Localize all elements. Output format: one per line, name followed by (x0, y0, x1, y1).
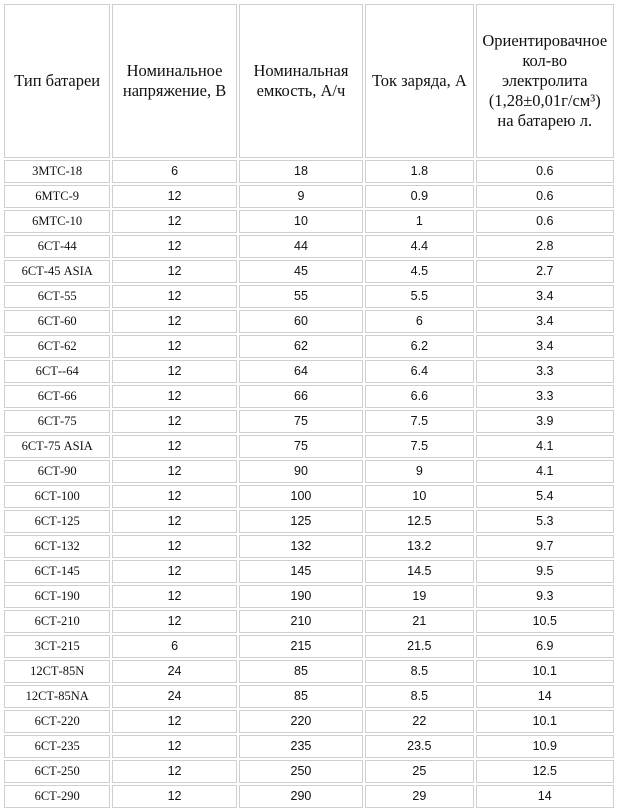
cell-nominal-capacity: 85 (239, 660, 363, 683)
table-row (4, 685, 614, 708)
cell-charge-current: 21.5 (365, 635, 473, 658)
cell-battery-type: 12СТ-85N (4, 660, 110, 683)
cell-electrolyte-volume: 3.4 (476, 335, 614, 358)
cell-battery-type: 6СТ-250 (4, 760, 110, 783)
header-battery-type: Тип батареи (4, 4, 110, 158)
cell-charge-current: 12.5 (365, 510, 473, 533)
table-row (4, 310, 614, 333)
cell-charge-current: 6.2 (365, 335, 473, 358)
cell-electrolyte-volume: 0.6 (476, 210, 614, 233)
cell-nominal-capacity: 90 (239, 460, 363, 483)
cell-battery-type: 6СТ-55 (4, 285, 110, 308)
cell-nominal-capacity: 55 (239, 285, 363, 308)
cell-electrolyte-volume: 14 (476, 685, 614, 708)
cell-electrolyte-volume: 3.3 (476, 385, 614, 408)
cell-nominal-capacity: 235 (239, 735, 363, 758)
cell-charge-current: 6 (365, 310, 473, 333)
cell-charge-current: 4.5 (365, 260, 473, 283)
cell-nominal-voltage: 12 (112, 260, 236, 283)
table-row (4, 410, 614, 433)
cell-nominal-voltage: 12 (112, 410, 236, 433)
cell-nominal-capacity: 85 (239, 685, 363, 708)
cell-battery-type: 6СТ-44 (4, 235, 110, 258)
header-nominal-capacity: Номинальная емкость, А/ч (239, 4, 363, 158)
table-row (4, 160, 614, 183)
header-nominal-voltage: Номинальное напряжение, В (112, 4, 236, 158)
header-row (4, 4, 614, 158)
cell-charge-current: 8.5 (365, 660, 473, 683)
cell-battery-type: 6СТ-220 (4, 710, 110, 733)
cell-charge-current: 14.5 (365, 560, 473, 583)
cell-nominal-voltage: 12 (112, 785, 236, 808)
cell-charge-current: 6.4 (365, 360, 473, 383)
cell-battery-type: 6СТ-190 (4, 585, 110, 608)
cell-nominal-voltage: 12 (112, 310, 236, 333)
cell-electrolyte-volume: 5.4 (476, 485, 614, 508)
cell-electrolyte-volume: 14 (476, 785, 614, 808)
cell-charge-current: 10 (365, 485, 473, 508)
cell-charge-current: 9 (365, 460, 473, 483)
table-row (4, 185, 614, 208)
cell-battery-type: 3МТС-18 (4, 160, 110, 183)
cell-charge-current: 13.2 (365, 535, 473, 558)
cell-nominal-capacity: 9 (239, 185, 363, 208)
cell-electrolyte-volume: 10.1 (476, 710, 614, 733)
cell-electrolyte-volume: 9.3 (476, 585, 614, 608)
cell-charge-current: 5.5 (365, 285, 473, 308)
cell-nominal-capacity: 125 (239, 510, 363, 533)
cell-nominal-capacity: 250 (239, 760, 363, 783)
cell-electrolyte-volume: 0.6 (476, 185, 614, 208)
table-row (4, 735, 614, 758)
cell-nominal-voltage: 24 (112, 685, 236, 708)
header-electrolyte-volume: Ориентировачное кол-во электролита (1,28±0,01г/см³) на батарею л. (476, 4, 614, 158)
cell-nominal-capacity: 215 (239, 635, 363, 658)
table-row (4, 210, 614, 233)
table-row (4, 510, 614, 533)
table-row (4, 360, 614, 383)
cell-battery-type: 6СТ-75 (4, 410, 110, 433)
cell-nominal-capacity: 290 (239, 785, 363, 808)
cell-charge-current: 7.5 (365, 435, 473, 458)
cell-battery-type: 6СТ-66 (4, 385, 110, 408)
cell-nominal-voltage: 24 (112, 660, 236, 683)
cell-electrolyte-volume: 3.4 (476, 310, 614, 333)
table-row (4, 710, 614, 733)
cell-nominal-capacity: 62 (239, 335, 363, 358)
cell-nominal-capacity: 44 (239, 235, 363, 258)
cell-charge-current: 8.5 (365, 685, 473, 708)
cell-nominal-capacity: 132 (239, 535, 363, 558)
table-row (4, 560, 614, 583)
table-row (4, 335, 614, 358)
cell-electrolyte-volume: 3.4 (476, 285, 614, 308)
cell-nominal-voltage: 12 (112, 460, 236, 483)
table-row (4, 760, 614, 783)
table-row (4, 460, 614, 483)
cell-battery-type: 6СТ-290 (4, 785, 110, 808)
table-row (4, 385, 614, 408)
cell-nominal-voltage: 12 (112, 185, 236, 208)
cell-battery-type: 6МТС-9 (4, 185, 110, 208)
table-header (4, 4, 614, 158)
cell-nominal-voltage: 12 (112, 435, 236, 458)
cell-nominal-voltage: 6 (112, 160, 236, 183)
cell-charge-current: 29 (365, 785, 473, 808)
cell-nominal-voltage: 12 (112, 235, 236, 258)
table-row (4, 635, 614, 658)
cell-charge-current: 4.4 (365, 235, 473, 258)
cell-electrolyte-volume: 10.1 (476, 660, 614, 683)
cell-battery-type: 6СТ-90 (4, 460, 110, 483)
cell-nominal-voltage: 12 (112, 285, 236, 308)
cell-charge-current: 25 (365, 760, 473, 783)
table-row (4, 585, 614, 608)
cell-nominal-capacity: 145 (239, 560, 363, 583)
cell-battery-type: 6СТ-235 (4, 735, 110, 758)
cell-nominal-voltage: 12 (112, 710, 236, 733)
cell-nominal-capacity: 75 (239, 435, 363, 458)
cell-nominal-voltage: 12 (112, 585, 236, 608)
cell-nominal-voltage: 6 (112, 635, 236, 658)
table-body (4, 160, 614, 808)
cell-charge-current: 1.8 (365, 160, 473, 183)
cell-electrolyte-volume: 6.9 (476, 635, 614, 658)
cell-battery-type: 6МТС-10 (4, 210, 110, 233)
table-row (4, 610, 614, 633)
cell-nominal-capacity: 100 (239, 485, 363, 508)
table-row (4, 660, 614, 683)
cell-charge-current: 21 (365, 610, 473, 633)
cell-nominal-voltage: 12 (112, 360, 236, 383)
cell-battery-type: 6СТ-145 (4, 560, 110, 583)
cell-nominal-voltage: 12 (112, 210, 236, 233)
cell-battery-type: 6СТ-45 ASIA (4, 260, 110, 283)
cell-nominal-voltage: 12 (112, 485, 236, 508)
cell-nominal-voltage: 12 (112, 335, 236, 358)
cell-electrolyte-volume: 9.7 (476, 535, 614, 558)
cell-battery-type: 6СТ-210 (4, 610, 110, 633)
cell-nominal-capacity: 220 (239, 710, 363, 733)
cell-battery-type: 6СТ-100 (4, 485, 110, 508)
cell-charge-current: 23.5 (365, 735, 473, 758)
cell-electrolyte-volume: 2.8 (476, 235, 614, 258)
battery-specs-table (2, 2, 616, 810)
cell-nominal-voltage: 12 (112, 510, 236, 533)
cell-electrolyte-volume: 5.3 (476, 510, 614, 533)
cell-electrolyte-volume: 10.9 (476, 735, 614, 758)
cell-charge-current: 6.6 (365, 385, 473, 408)
cell-electrolyte-volume: 0.6 (476, 160, 614, 183)
cell-nominal-capacity: 190 (239, 585, 363, 608)
table-row (4, 235, 614, 258)
cell-nominal-voltage: 12 (112, 760, 236, 783)
cell-electrolyte-volume: 4.1 (476, 460, 614, 483)
cell-charge-current: 1 (365, 210, 473, 233)
cell-battery-type: 6СТ-62 (4, 335, 110, 358)
cell-nominal-capacity: 10 (239, 210, 363, 233)
cell-charge-current: 7.5 (365, 410, 473, 433)
cell-electrolyte-volume: 3.3 (476, 360, 614, 383)
cell-nominal-capacity: 66 (239, 385, 363, 408)
table-row (4, 535, 614, 558)
cell-battery-type: 6СТ-60 (4, 310, 110, 333)
cell-nominal-capacity: 64 (239, 360, 363, 383)
cell-nominal-voltage: 12 (112, 735, 236, 758)
cell-battery-type: 12СТ-85NA (4, 685, 110, 708)
cell-battery-type: 3СТ-215 (4, 635, 110, 658)
table-row (4, 285, 614, 308)
cell-electrolyte-volume: 12.5 (476, 760, 614, 783)
cell-battery-type: 6СТ-75 ASIA (4, 435, 110, 458)
cell-electrolyte-volume: 9.5 (476, 560, 614, 583)
table-row (4, 785, 614, 808)
cell-electrolyte-volume: 4.1 (476, 435, 614, 458)
header-charge-current: Ток заряда, А (365, 4, 473, 158)
cell-nominal-voltage: 12 (112, 610, 236, 633)
cell-nominal-capacity: 18 (239, 160, 363, 183)
cell-charge-current: 22 (365, 710, 473, 733)
cell-electrolyte-volume: 10.5 (476, 610, 614, 633)
cell-electrolyte-volume: 2.7 (476, 260, 614, 283)
cell-battery-type: 6СТ-132 (4, 535, 110, 558)
cell-nominal-capacity: 60 (239, 310, 363, 333)
cell-nominal-capacity: 45 (239, 260, 363, 283)
cell-nominal-capacity: 210 (239, 610, 363, 633)
cell-nominal-capacity: 75 (239, 410, 363, 433)
cell-charge-current: 0.9 (365, 185, 473, 208)
table-row (4, 260, 614, 283)
cell-charge-current: 19 (365, 585, 473, 608)
cell-nominal-voltage: 12 (112, 535, 236, 558)
cell-nominal-voltage: 12 (112, 560, 236, 583)
table-row (4, 485, 614, 508)
cell-electrolyte-volume: 3.9 (476, 410, 614, 433)
cell-nominal-voltage: 12 (112, 385, 236, 408)
table-row (4, 435, 614, 458)
cell-battery-type: 6СТ-125 (4, 510, 110, 533)
cell-battery-type: 6СТ--64 (4, 360, 110, 383)
